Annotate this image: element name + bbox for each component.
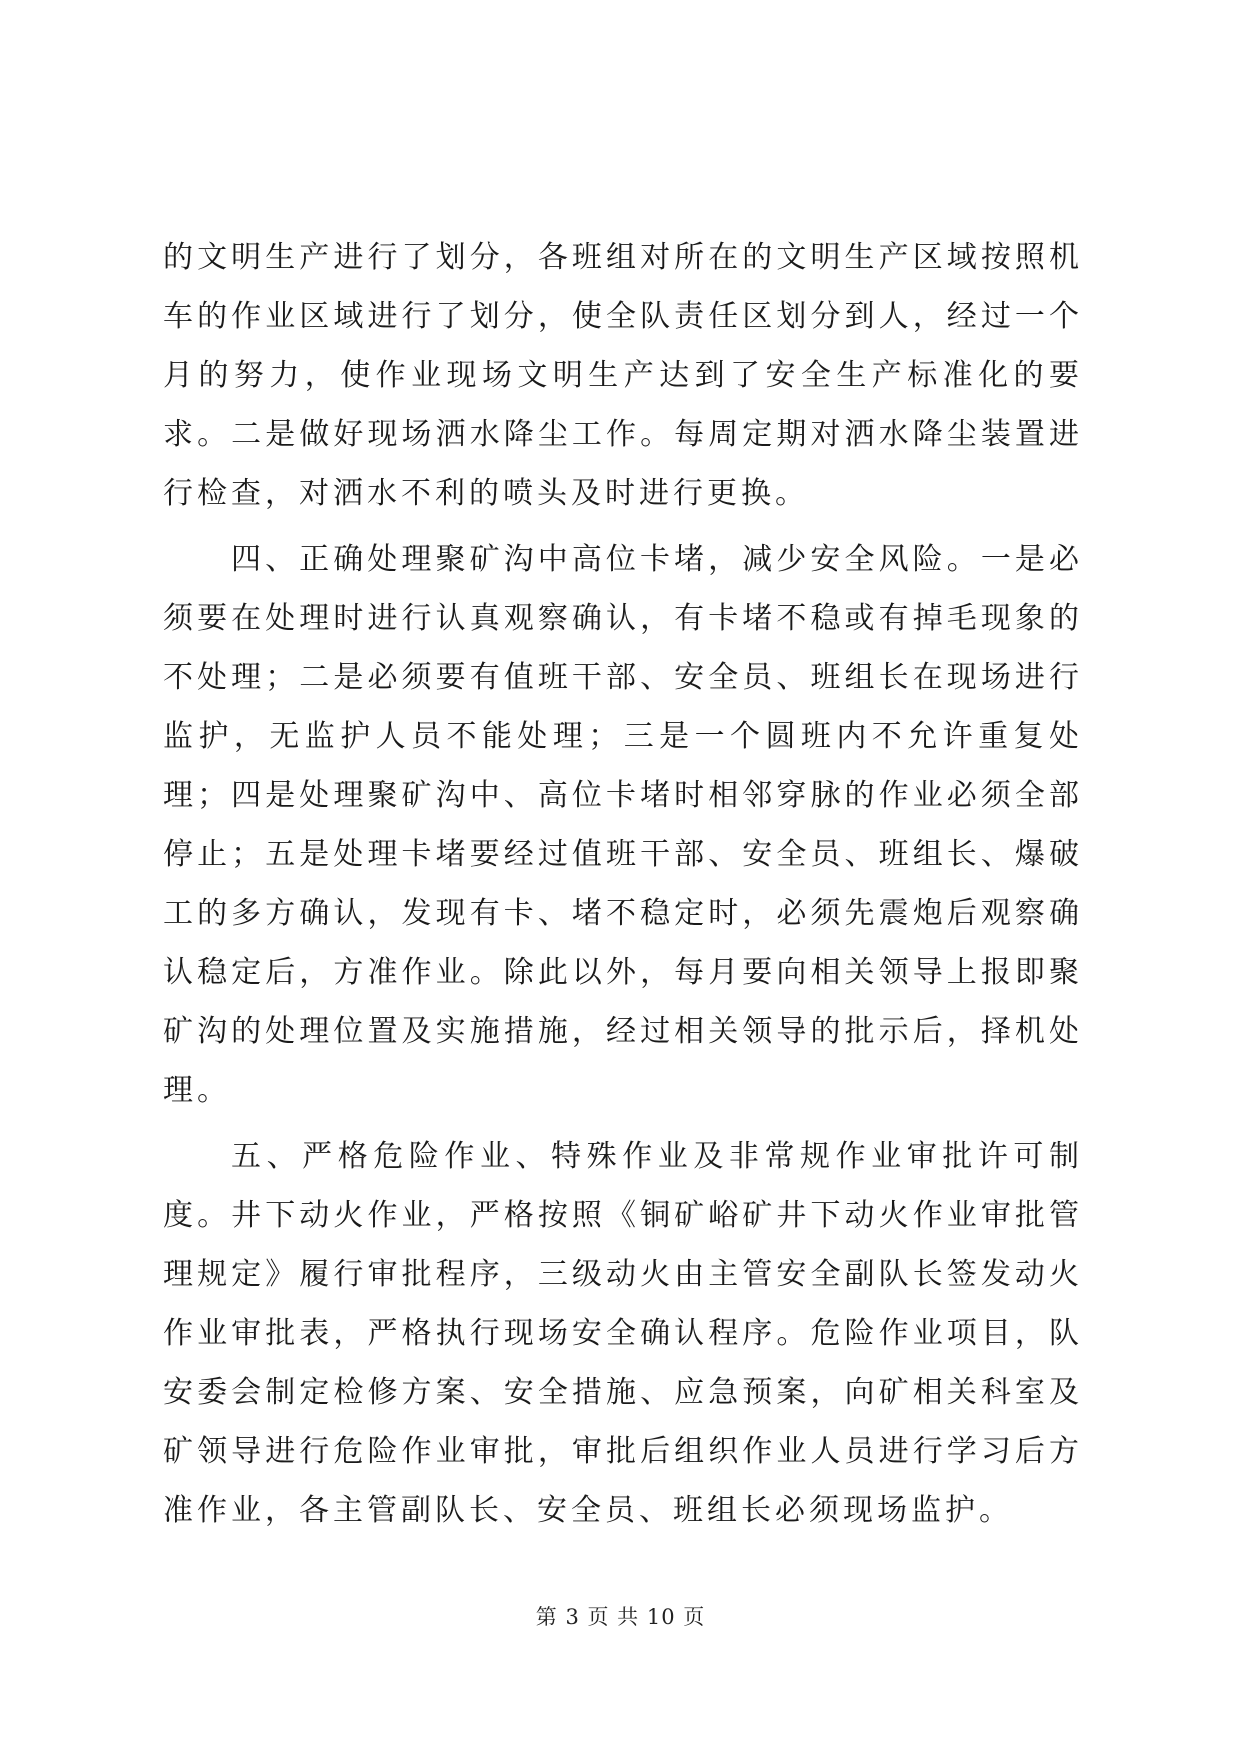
document-body (163, 228, 1083, 1540)
page-number-footer: 第 3 页 共 10 页 (535, 1605, 706, 1629)
paragraph-section-four: 四、正确处理聚矿沟中高位卡堵，减少安全风险。一是必须要在处理时进行认真观察确认，有卡堵不稳或有掉毛现象的不处理；二是必须要有值班干部、安全员、班组长在现场进行监护，无监护人员不能处理；三是一个圆班内不允许重复处理；四是处理聚矿沟中、高位卡堵时相邻穿脉的作业必须全部停止；五是处理卡堵要经过值班干部、安全员、班组长、爆破工的多方确认，发现有卡、堵不稳定时，必须先震炮后观察确认稳定后，方准作业。除此以外，每月要向相关领导上报即聚矿沟的处理位置及实施措施，经过相关领导的批示后，择机处理。 (163, 542, 1083, 1108)
paragraph-section-five: 五、严格危险作业、特殊作业及非常规作业审批许可制度。井下动火作业，严格按照《铜矿峪矿井下动火作业审批管理规定》履行审批程序，三级动火由主管安全副队长签发动火作业审批表，严格执行现场安全确认程序。危险作业项目，队安委会制定检修方案、安全措施、应急预案，向矿相关科室及矿领导进行危险作业审批，审批后组织作业人员进行学习后方准作业，各主管副队长、安全员、班组长必须现场监护。 (163, 1139, 1083, 1528)
paragraph-spacer (163, 1120, 1083, 1127)
paragraph-continued: 的文明生产进行了划分，各班组对所在的文明生产区域按照机车的作业区域进行了划分，使全队责任区划分到人，经过一个月的努力，使作业现场文明生产达到了安全生产标准化的要求。二是做好现场洒水降尘工作。每周定期对洒水降尘装置进行检查，对洒水不利的喷头及时进行更换。 (163, 240, 1083, 511)
paragraph-spacer (163, 523, 1083, 530)
